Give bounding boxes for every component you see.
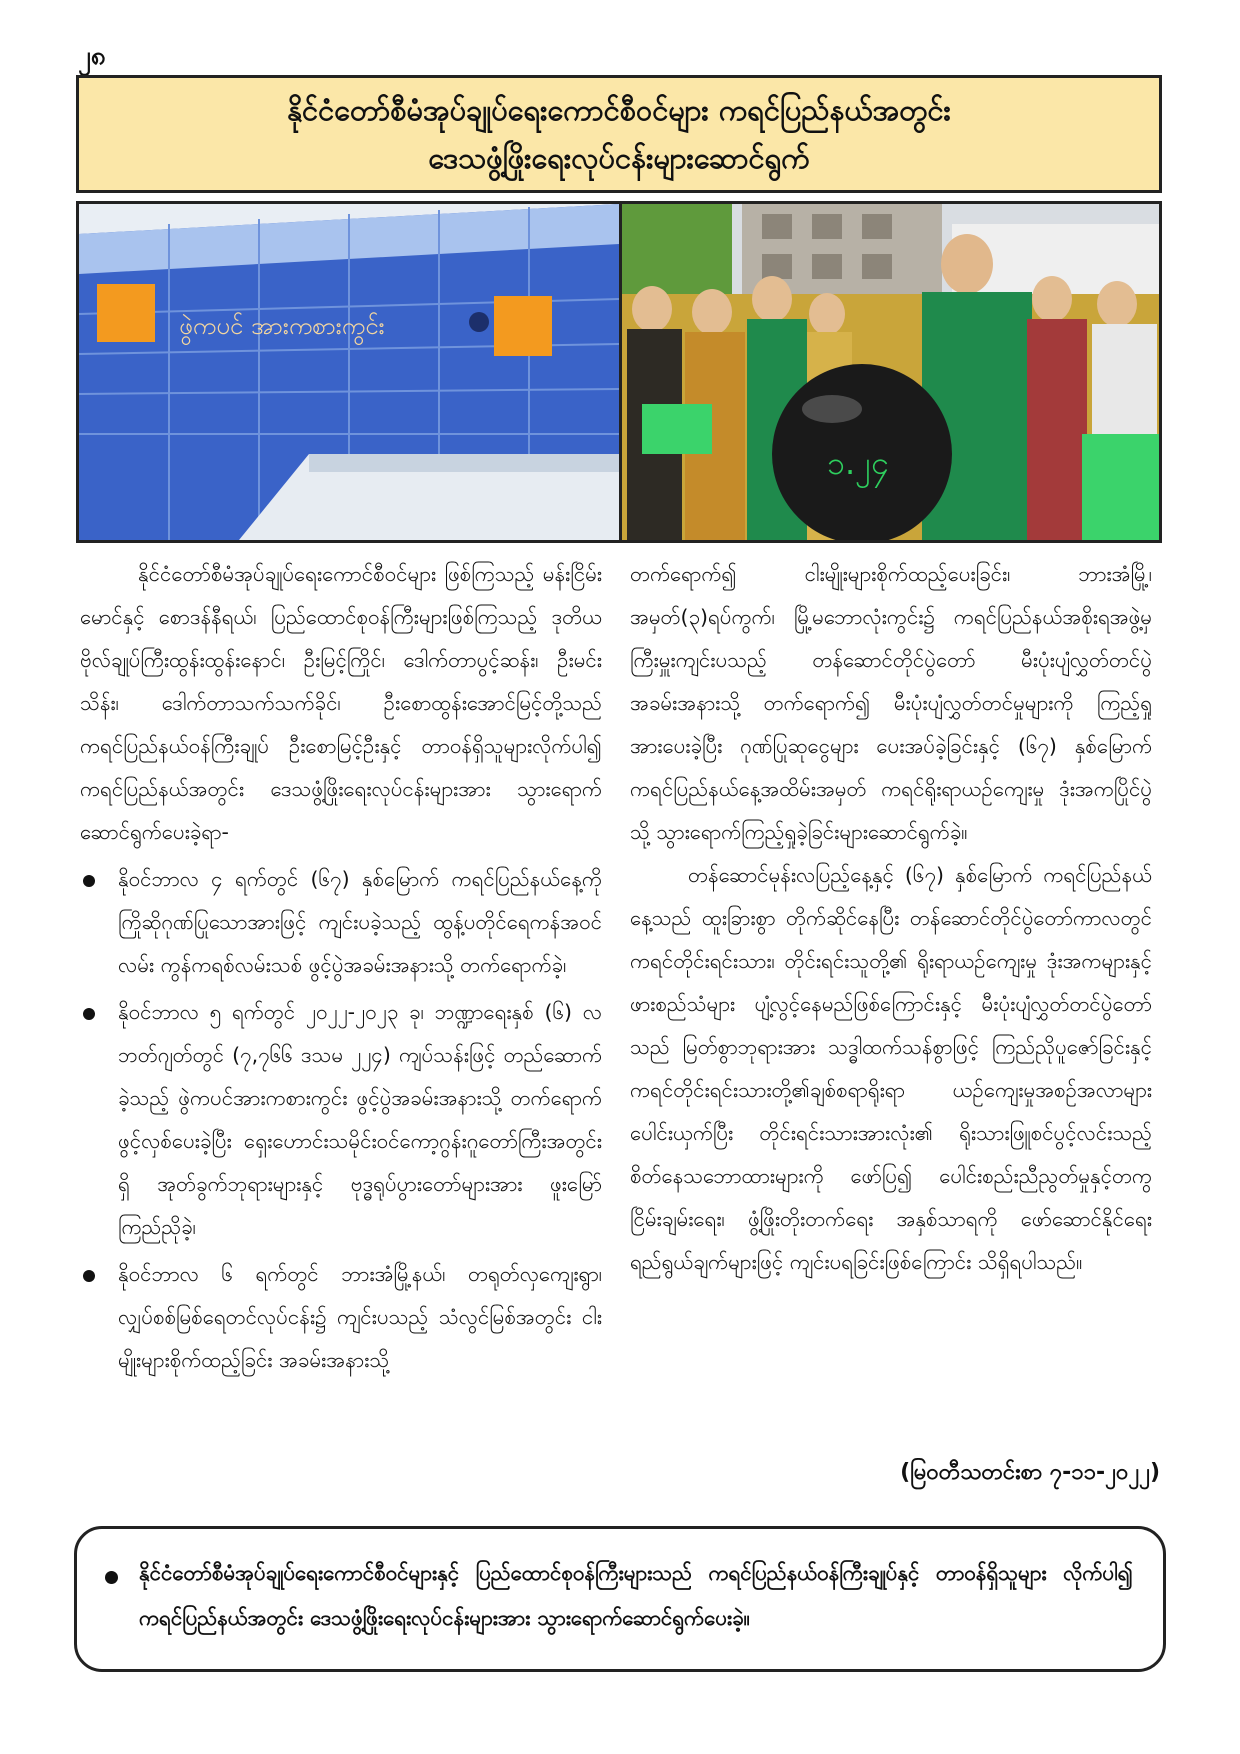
photo-stadium (79, 204, 622, 540)
bullet-icon (83, 1270, 95, 1282)
list-item: နိုဝင်ဘာလ ၄ ရက်တွင် (၆၇) နှစ်မြောက် ကရင်ပြည်နယ်နေ့ကို ကြိုဆိုဂုဏ်ပြုသောအားဖြင့် ကျင်းပခဲ့သည့် ထွန့်ပတိုင်ရေကန်အဝင်လမ်း ကွန်ကရစ်လမ်းသစ် ဖွင့်ပွဲအခမ်းအနားသို့ တက်ရောက်ခဲ့၊ (80, 858, 602, 987)
summary-text: နိုင်ငံတော်စီမံအုပ်ချုပ်ရေးကောင်စီဝင်များနှင့် ပြည်ထောင်စုဝန်ကြီးများသည် ကရင်ပြည်နယ်ဝန်ကြီးချုပ်နှင့် တာဝန်ရှိသူများ လိုက်ပါ၍ ကရင်ပြည်နယ်အတွင်း ဒေသဖွံ့ဖြိုးရေးလုပ်ငန်းများအား သွားရောက်ဆောင်ရွက်ပေးခဲ့။ (139, 1561, 1133, 1630)
intro-paragraph: နိုင်ငံတော်စီမံအုပ်ချုပ်ရေးကောင်စီဝင်များ ဖြစ်ကြသည့် မန်းငြိမ်းမောင်နှင့် စောဒန်နီရယ်၊ ပြည်ထောင်စုဝန်ကြီးများဖြစ်ကြသည့် ဒုတိယဗိုလ်ချုပ်ကြီးထွန်းထွန်းနောင်၊ ဦးမြင့်ကြိုင်၊ ဒေါက်တာပွင့်ဆန်း၊ ဦးမင်းသိန်း၊ ဒေါက်တာသက်သက်ခိုင်၊ ဦးစောထွန်းအောင်မြင့်တို့သည် ကရင်ပြည်နယ်ဝန်ကြီးချုပ် ဦးစောမြင့်ဦးနှင့် တာဝန်ရှိသူများလိုက်ပါ၍ ကရင်ပြည်နယ်အတွင်း ဒေသဖွံ့ဖြိုးရေးလုပ်ငန်းများအား သွားရောက်ဆောင်ရွက်ပေးခဲ့ရာ- (80, 562, 602, 844)
title-banner (76, 75, 1162, 193)
summary-box (74, 1526, 1166, 1672)
news-source: (မြဝတီသတင်းစာ ၇-၁၁-၂၀၂၂) (900, 1460, 1160, 1485)
title-line-2: ဒေသဖွံ့ဖြိုးရေးလုပ်ငန်းများဆောင်ရွက် (428, 141, 810, 175)
ceremony-illustration (622, 204, 1159, 540)
bullet-icon (105, 1571, 118, 1584)
closing-paragraph: တန်ဆောင်မုန်းလပြည့်နေ့နှင့် (၆၇) နှစ်မြောက် ကရင်ပြည်နယ်နေ့သည် ထူးခြားစွာ တိုက်ဆိုင်နေပြီး တန်ဆောင်တိုင်ပွဲတော်ကာလတွင် ကရင်တိုင်းရင်းသား၊ တိုင်းရင်းသူတို့၏ ရိုးရာယဉ်ကျေးမှု ဒုံးအကများနှင့် ဖားစည်သံများ ပျံ့လွင့်နေမည်ဖြစ်ကြောင်းနှင့် မီးပုံးပျံလွှတ်တင်ပွဲတော်သည် မြတ်စွာဘုရားအား သဒ္ဓါထက်သန်စွာဖြင့် ကြည်ညိုပူဇော်ခြင်းနှင့် ကရင်တိုင်းရင်းသားတို့၏ချစ်စရာရိုးရာ ယဉ်ကျေးမှုအစဉ်အလာများ ပေါင်းယှက်ပြီး တိုင်းရင်းသားအားလုံး၏ ရိုးသားဖြူစင်ပွင့်လင်းသည့် စိတ်နေသဘောထားများကို ဖော်ပြ၍ ပေါင်းစည်းညီညွတ်မှုနှင့်တကွ ငြိမ်းချမ်းရေး၊ ဖွံ့ဖြိုးတိုးတက်ရေး အနှစ်သာရကို ဖော်ဆောင်နိုင်ရေး ရည်ရွယ်ချက်များဖြင့် ကျင်းပရခြင်းဖြစ်ကြောင်း သိရှိရပါသည်။ (630, 863, 1152, 1274)
page-number: ၂၈ (78, 41, 106, 71)
list-item: နိုဝင်ဘာလ ၅ ရက်တွင် ၂၀၂၂-၂၀၂၃ ခု၊ ဘဏ္ဍာရေးနှစ် (၆) လ ဘတ်ဂျတ်တွင် (၇,၇၆၆ ဒသမ ၂၂၄) ကျပ်သန်းဖြင့် တည်ဆောက်ခဲ့သည့် ဖွဲကပင်အားကစားကွင်း ဖွင့်ပွဲအခမ်းအနားသို့ တက်ရောက်ဖွင့်လှစ်ပေးခဲ့ပြီး ရှေးဟောင်းသမိုင်းဝင်ကော့ဂွန်းဂူတော်ကြီးအတွင်းရှိ အုတ်ခွက်ဘုရားများနှင့် ဗုဒ္ဓရုပ်ပွားတော်များအား ဖူးမြော်ကြည်ညိုခဲ့၊ (80, 991, 602, 1249)
article-right-column (630, 553, 1152, 1284)
title-line-1: နိုင်ငံတော်စီမံအုပ်ချုပ်ရေးကောင်စီဝင်များ ကရင်ပြည်နယ်အတွင်း (287, 93, 951, 127)
activity-list (80, 858, 602, 1382)
photo-ceremony (622, 204, 1159, 540)
article-left-column (80, 553, 602, 1382)
right-curtain (494, 296, 552, 356)
ball-number: ၁.၂၄ (827, 444, 889, 482)
left-curtain (97, 284, 155, 342)
stadium-illustration (79, 204, 619, 540)
bullet-icon (83, 1008, 95, 1020)
photo-strip (76, 201, 1162, 543)
continuation-paragraph: တက်ရောက်၍ ငါးမျိုးများစိုက်ထည့်ပေးခြင်း၊ ဘားအံမြို့၊ အမှတ်(၃)ရပ်ကွက်၊ မြို့မဘောလုံးကွင်း၌ ကရင်ပြည်နယ်အစိုးရအဖွဲ့မှ ကြီးမှူးကျင်းပသည့် တန်ဆောင်တိုင်ပွဲတော် မီးပုံးပျံလွှတ်တင်ပွဲအခမ်းအနားသို့ တက်ရောက်၍ မီးပုံးပျံလွှတ်တင်မှုများကို ကြည့်ရှုအားပေးခဲ့ပြီး ဂုဏ်ပြုဆုငွေများ ပေးအပ်ခဲ့ခြင်းနှင့် (၆၇) နှစ်မြောက် ကရင်ပြည်နယ်နေ့အထိမ်းအမှတ် ကရင်ရိုးရာယဉ်ကျေးမှု ဒုံးအကပြိုင်ပွဲသို့ သွားရောက်ကြည့်ရှုခဲ့ခြင်းများဆောင်ရွက်ခဲ့။ (630, 562, 1152, 844)
bullet-icon (83, 875, 95, 887)
stadium-sign: ဖွဲကပင် အားကစားကွင်း (179, 312, 385, 340)
list-item: နိုဝင်ဘာလ ၆ ရက်တွင် ဘားအံမြို့နယ်၊ တရုတ်လှကျေးရွာ၊ လျှပ်စစ်မြစ်ရေတင်လုပ်ငန်း၌ ကျင်းပသည့် သံလွင်မြစ်အတွင်း ငါးမျိုးများစိုက်ထည့်ခြင်း အခမ်းအနားသို့ (80, 1253, 602, 1382)
